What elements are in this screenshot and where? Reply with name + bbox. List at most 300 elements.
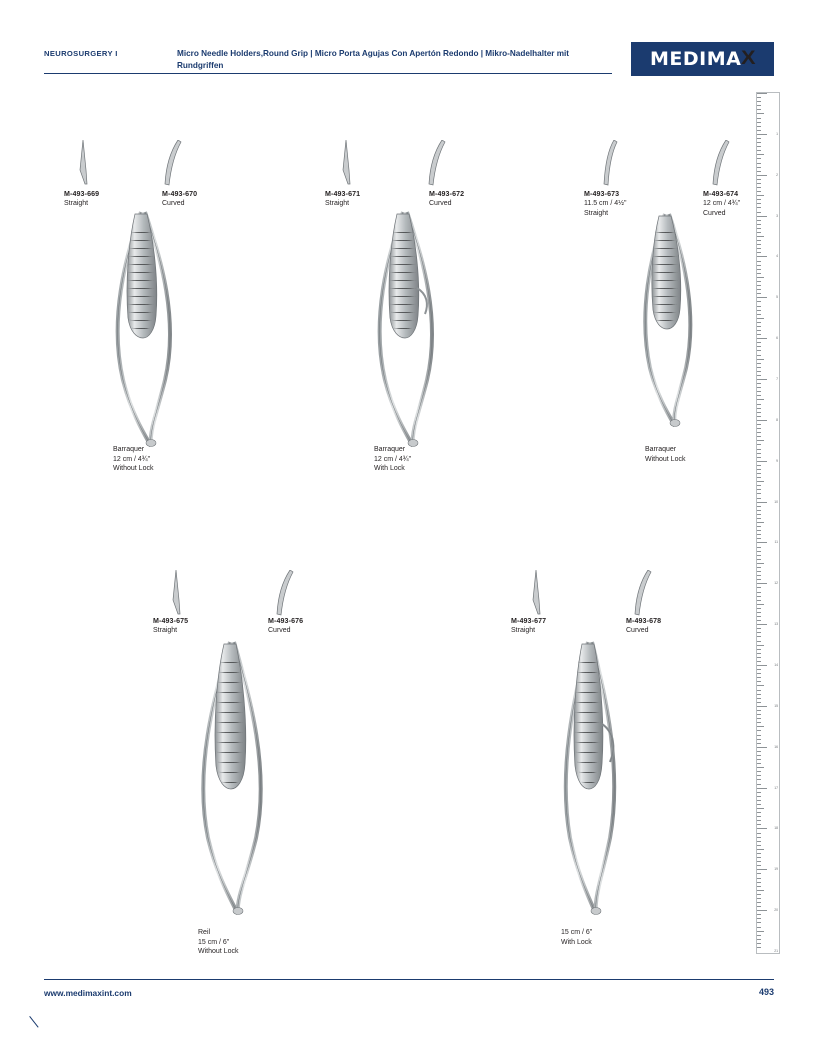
ruler-number: 21 — [774, 949, 778, 953]
ruler-number: 8 — [776, 417, 778, 422]
header-description: Micro Needle Holders,Round Grip | Micro Porta Agujas Con Apertón Redondo | Mikro-Nadelhalter mit Rundgriffen — [177, 49, 570, 70]
ruler-tick — [757, 722, 761, 723]
caption-line-1: Barraquer — [374, 446, 406, 453]
ruler-tick — [757, 592, 761, 593]
ruler-tick — [757, 653, 761, 654]
ruler-tick — [757, 453, 761, 454]
ruler-number: 3 — [776, 213, 778, 218]
ruler-tick — [757, 338, 767, 339]
ruler-tick — [757, 261, 761, 262]
ruler-tick — [757, 93, 767, 94]
ruler-tick — [757, 824, 761, 825]
ruler-tick — [757, 567, 761, 568]
ruler-tick — [757, 118, 761, 119]
shape-671: Straight — [325, 200, 350, 208]
ruler-tick — [757, 559, 761, 560]
shape-677: Straight — [511, 627, 536, 635]
ruler-tick — [757, 395, 761, 396]
ruler-tick — [757, 306, 761, 307]
ruler-tick — [757, 485, 761, 486]
ruler-tick — [757, 207, 761, 208]
ruler-tick — [757, 424, 761, 425]
ruler-tick — [757, 158, 761, 159]
ruler-tick — [757, 620, 761, 621]
shape-676: Curved — [268, 627, 291, 635]
ruler-tick — [757, 882, 761, 883]
caption-line-2: 15 cm / 6" — [198, 938, 230, 946]
ruler-tick — [757, 289, 761, 290]
ruler-tick — [757, 551, 761, 552]
tip-label-670 — [162, 190, 197, 209]
ruler-tick — [757, 947, 761, 948]
ruler-tick — [757, 616, 761, 617]
ruler-tick — [757, 379, 767, 380]
ruler-tick — [757, 812, 761, 813]
ruler-tick — [757, 134, 767, 135]
instrument-tip-678 — [630, 570, 656, 618]
ruler-tick — [757, 743, 761, 744]
ruler-tick — [757, 97, 761, 98]
tip-label-671 — [325, 190, 360, 209]
ruler-tick — [757, 927, 761, 928]
ruler-tick — [757, 473, 761, 474]
ruler-tick — [757, 138, 761, 139]
ruler-tick — [757, 518, 761, 519]
instrument-body-677-678 — [538, 640, 658, 920]
ruler-tick — [757, 918, 761, 919]
ruler-tick — [757, 334, 761, 335]
ruler-tick — [757, 256, 767, 257]
ruler-tick — [757, 641, 761, 642]
ruler-tick — [757, 457, 761, 458]
ruler-tick — [757, 199, 761, 200]
ruler-tick — [757, 661, 761, 662]
ruler-number: 2 — [776, 172, 778, 177]
ruler-tick — [757, 440, 764, 441]
ruler-tick — [757, 399, 764, 400]
ruler-tick — [757, 849, 764, 850]
ruler-tick — [757, 244, 761, 245]
ruler-tick — [757, 126, 761, 127]
footer-website[interactable] — [44, 988, 132, 998]
ruler-tick — [757, 845, 761, 846]
ruler-tick — [757, 301, 761, 302]
code-669: M-493-669 — [64, 190, 100, 198]
ruler-tick — [757, 130, 761, 131]
ruler-tick — [757, 404, 761, 405]
ruler-tick — [757, 771, 761, 772]
ruler-tick — [757, 555, 761, 556]
ruler-number: 12 — [774, 581, 778, 586]
ruler-tick — [757, 534, 761, 535]
ruler-tick — [757, 759, 761, 760]
ruler-tick — [757, 187, 761, 188]
instrument-body-673-674 — [620, 209, 730, 432]
ruler-tick — [757, 350, 761, 351]
ruler-tick — [757, 649, 761, 650]
ruler-tick — [757, 297, 767, 298]
ruler-tick — [757, 293, 761, 294]
code-670: M-493-670 — [162, 190, 198, 198]
ruler-tick — [757, 216, 767, 217]
ruler-tick — [757, 816, 761, 817]
ruler-tick — [757, 538, 761, 539]
ruler-tick — [757, 252, 761, 253]
ruler-tick — [757, 571, 761, 572]
ruler-tick — [757, 726, 764, 727]
ruler-number: 4 — [776, 254, 778, 259]
ruler-tick — [757, 310, 761, 311]
ruler-tick — [757, 828, 767, 829]
page-number: 493 — [758, 987, 774, 997]
ruler-tick — [757, 273, 761, 274]
ruler-tick — [757, 461, 767, 462]
ruler-tick — [757, 436, 761, 437]
ruler-tick — [757, 150, 761, 151]
caption-line-1: Barraquer — [113, 446, 145, 453]
ruler-tick — [757, 608, 761, 609]
instrument-tip-673 — [598, 140, 624, 188]
code-678: M-493-678 — [626, 617, 662, 625]
ruler-tick — [757, 624, 767, 625]
ruler-tick — [757, 359, 764, 360]
ruler-tick — [757, 195, 764, 196]
url-suffix: .com — [112, 988, 132, 998]
ruler-tick — [757, 342, 761, 343]
ruler-tick — [757, 314, 761, 315]
ruler-tick — [757, 857, 761, 858]
size-674: 12 cm / 4¾" — [703, 200, 741, 208]
ruler-number: 10 — [774, 499, 778, 504]
ruler-tick — [757, 522, 764, 523]
ruler-number: 5 — [776, 295, 778, 300]
ruler-tick — [757, 542, 767, 543]
ruler-tick — [757, 236, 764, 237]
ruler-tick — [757, 269, 761, 270]
ruler-tick — [757, 931, 764, 932]
ruler-tick — [757, 203, 761, 204]
ruler-tick — [757, 706, 767, 707]
ruler-number: 13 — [774, 622, 778, 627]
ruler-tick — [757, 547, 761, 548]
ruler-tick — [757, 702, 761, 703]
ruler-tick — [757, 804, 761, 805]
ruler-tick — [757, 183, 761, 184]
ruler-tick — [757, 167, 761, 168]
ruler-tick — [757, 489, 761, 490]
ruler-tick — [757, 747, 767, 748]
ruler-tick — [757, 943, 761, 944]
caption-line-1: Barraquer — [645, 446, 677, 453]
ruler-tick — [757, 171, 761, 172]
ruler-tick — [757, 902, 761, 903]
ruler-tick — [757, 604, 764, 605]
tip-label-669 — [64, 190, 99, 209]
ruler-tick — [757, 363, 761, 364]
ruler-tick — [757, 800, 761, 801]
ruler-tick — [757, 833, 761, 834]
logo-wordmark: MEDIMA — [649, 48, 742, 70]
medimax-logo — [631, 42, 774, 76]
ruler-tick — [757, 710, 761, 711]
ruler-tick — [757, 922, 761, 923]
ruler-tick — [757, 914, 761, 915]
ruler-tick — [757, 898, 761, 899]
url-brand: medimaxint — [65, 988, 113, 998]
ruler-tick — [757, 861, 761, 862]
ruler-tick — [757, 285, 761, 286]
ruler-tick — [757, 694, 761, 695]
instrument-tip-671 — [333, 140, 359, 188]
ruler-tick — [757, 612, 761, 613]
ruler-tick — [757, 583, 767, 584]
ruler-number: 15 — [774, 703, 778, 708]
ruler-tick — [757, 498, 761, 499]
ruler-tick — [757, 220, 761, 221]
ruler-tick — [757, 596, 761, 597]
caption-line-3: Without Lock — [113, 465, 154, 473]
size-673: 11.5 cm / 4½" — [584, 200, 627, 208]
ruler-number: 20 — [774, 908, 778, 913]
instrument-body-669-670 — [95, 210, 205, 450]
ruler-tick — [757, 886, 761, 887]
ruler-tick — [757, 355, 761, 356]
ruler-tick — [757, 248, 761, 249]
page-header — [44, 44, 774, 84]
ruler-tick — [757, 677, 761, 678]
ruler-tick — [757, 526, 761, 527]
ruler-tick — [757, 105, 761, 106]
shape-672: Curved — [429, 200, 452, 208]
ruler-number: 19 — [774, 867, 778, 872]
ruler-tick — [757, 416, 761, 417]
ruler-number: 9 — [776, 458, 778, 463]
ruler-number: 7 — [776, 377, 778, 381]
ruler-tick — [757, 841, 761, 842]
shape-675: Straight — [153, 627, 178, 635]
ruler-tick — [757, 906, 761, 907]
ruler-tick — [757, 939, 761, 940]
tip-label-675 — [153, 617, 188, 636]
instrument-tip-670 — [160, 140, 186, 188]
ruler-tick — [757, 636, 761, 637]
ruler-number: 16 — [774, 744, 778, 749]
ruler-tick — [757, 240, 761, 241]
ruler-tick — [757, 330, 761, 331]
ruler-tick — [757, 444, 761, 445]
instrument-tip-676 — [272, 570, 298, 618]
caption-group-1 — [113, 445, 153, 474]
ruler-tick — [757, 154, 764, 155]
caption-line-1: Reil — [198, 929, 211, 936]
ruler-tick — [757, 387, 761, 388]
ruler-tick — [757, 878, 761, 879]
ruler-tick — [757, 383, 761, 384]
ruler-tick — [757, 212, 761, 213]
tip-label-677 — [511, 617, 546, 636]
ruler-tick — [757, 408, 761, 409]
ruler-tick — [757, 632, 761, 633]
caption-line-3: Without Lock — [198, 948, 239, 956]
ruler-tick — [757, 767, 764, 768]
caption-line-2: Without Lock — [645, 455, 686, 463]
ruler-tick — [757, 113, 764, 114]
ruler-tick — [757, 751, 761, 752]
ruler-number: 17 — [774, 785, 778, 790]
ruler-tick — [757, 318, 764, 319]
ruler-tick — [757, 502, 767, 503]
ruler-tick — [757, 277, 764, 278]
tip-label-678 — [626, 617, 661, 636]
ruler-tick — [757, 477, 761, 478]
ruler-tick — [757, 191, 761, 192]
ruler-tick — [757, 146, 761, 147]
ruler-tick — [757, 645, 764, 646]
caption-line-2: 12 cm / 4¾" — [374, 455, 412, 463]
shape-673: Straight — [584, 209, 609, 217]
ruler-tick — [757, 122, 761, 123]
ruler-tick — [757, 837, 761, 838]
instrument-tip-674 — [708, 140, 734, 188]
code-674: M-493-674 — [703, 190, 739, 198]
ruler-tick — [757, 449, 761, 450]
code-672: M-493-672 — [429, 190, 465, 198]
ruler-tick — [757, 142, 761, 143]
ruler-number: 1 — [776, 131, 778, 136]
ruler-tick — [757, 101, 761, 102]
caption-line-2: 12 cm / 4¾" — [113, 455, 151, 463]
caption-line-3: With Lock — [374, 465, 405, 473]
ruler-tick — [757, 265, 761, 266]
ruler-number: 6 — [776, 336, 778, 341]
ruler-tick — [757, 755, 761, 756]
ruler-tick — [757, 367, 761, 368]
ruler-number: 18 — [774, 826, 778, 831]
ruler-tick — [757, 420, 767, 421]
ruler-tick — [757, 281, 761, 282]
ruler-tick — [757, 493, 761, 494]
ruler-tick — [757, 698, 761, 699]
ruler-tick — [757, 673, 761, 674]
header-divider — [44, 73, 612, 74]
shape-670: Curved — [162, 200, 185, 208]
shape-669: Straight — [64, 200, 89, 208]
ruler-tick — [757, 865, 761, 866]
ruler-tick — [757, 669, 761, 670]
ruler-tick — [757, 600, 761, 601]
tip-label-676 — [268, 617, 303, 636]
caption-group-3 — [645, 445, 685, 464]
ruler-tick — [757, 375, 761, 376]
ruler-tick — [757, 935, 761, 936]
ruler-tick — [757, 587, 761, 588]
ruler-tick — [757, 530, 761, 531]
instrument-tip-672 — [424, 140, 450, 188]
ruler-tick — [757, 163, 761, 164]
ruler-tick — [757, 739, 761, 740]
ruler-tick — [757, 510, 761, 511]
ruler-tick — [757, 428, 761, 429]
ruler-number: 11 — [774, 540, 778, 545]
code-676: M-493-676 — [268, 617, 304, 625]
ruler-tick — [757, 322, 761, 323]
footer-divider — [44, 979, 774, 980]
ruler-tick — [757, 665, 767, 666]
code-673: M-493-673 — [584, 190, 620, 198]
ruler-tick — [757, 714, 761, 715]
ruler-tick — [757, 175, 767, 176]
ruler-tick — [757, 563, 764, 564]
ruler-tick — [757, 808, 764, 809]
url-prefix: www. — [44, 988, 66, 998]
ruler-tick — [757, 481, 764, 482]
ruler-tick — [757, 469, 761, 470]
ruler-tick — [757, 371, 761, 372]
shape-674: Curved — [703, 209, 726, 217]
ruler-tick — [757, 465, 761, 466]
ruler-number: 14 — [774, 663, 778, 667]
ruler-tick — [757, 575, 761, 576]
caption-group-2 — [374, 445, 411, 474]
ruler-tick — [757, 792, 761, 793]
ruler-tick — [757, 779, 761, 780]
ruler-tick — [757, 784, 761, 785]
code-671: M-493-671 — [325, 190, 361, 198]
corner-mark — [30, 1016, 52, 1038]
caption-line-1: 15 cm / 6" — [561, 929, 593, 936]
ruler-tick — [757, 894, 761, 895]
ruler-tick — [757, 628, 761, 629]
ruler-tick — [757, 690, 761, 691]
shape-678: Curved — [626, 627, 649, 635]
ruler-tick — [757, 232, 761, 233]
ruler-tick — [757, 873, 761, 874]
tip-label-672 — [429, 190, 464, 209]
measuring-scale — [756, 92, 780, 954]
caption-group-4 — [198, 928, 238, 957]
instrument-tip-675 — [163, 570, 189, 618]
ruler-tick — [757, 869, 767, 870]
ruler-tick — [757, 506, 761, 507]
ruler-tick — [757, 391, 761, 392]
ruler-tick — [757, 718, 761, 719]
ruler-tick — [757, 685, 764, 686]
ruler-tick — [757, 890, 764, 891]
ruler-tick — [757, 820, 761, 821]
ruler-tick — [757, 730, 761, 731]
ruler-tick — [757, 681, 761, 682]
ruler-tick — [757, 412, 761, 413]
ruler-tick — [757, 179, 761, 180]
ruler-tick — [757, 775, 761, 776]
ruler-tick — [757, 432, 761, 433]
ruler-tick — [757, 346, 761, 347]
ruler-tick — [757, 228, 761, 229]
instrument-body-675-676 — [180, 640, 300, 920]
instrument-body-671-672 — [355, 210, 465, 450]
instrument-tip-677 — [523, 570, 549, 618]
header-category: NEUROSURGERY I — [44, 49, 118, 58]
ruler-tick — [757, 763, 761, 764]
caption-line-2: With Lock — [561, 938, 592, 946]
ruler-tick — [757, 788, 767, 789]
code-677: M-493-677 — [511, 617, 547, 625]
ruler-tick — [757, 514, 761, 515]
ruler-tick — [757, 109, 761, 110]
logo-x-icon: X — [741, 48, 756, 69]
caption-group-5 — [561, 928, 592, 947]
ruler-tick — [757, 224, 761, 225]
